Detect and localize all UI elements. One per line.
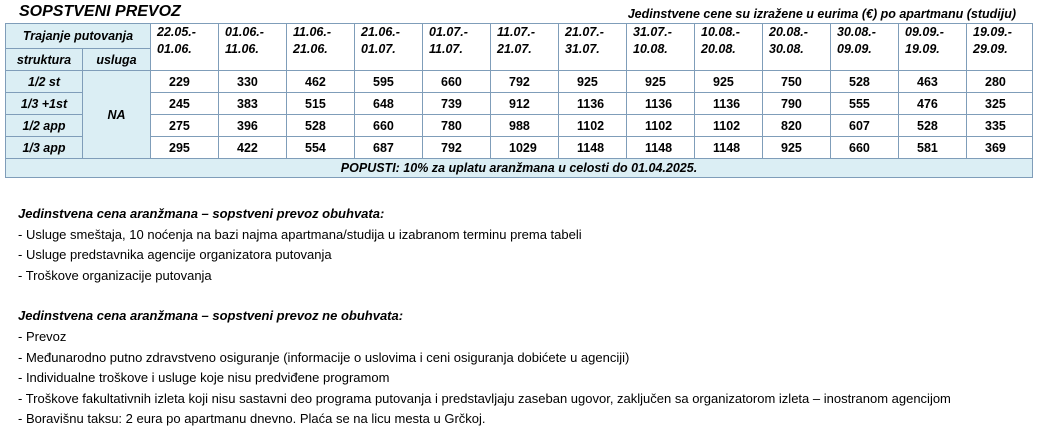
period-header: 22.05.- 01.06. [151,24,219,71]
row-label: 1/2 st [6,71,83,93]
price-cell: 280 [967,71,1033,93]
price-cell: 1029 [491,137,559,159]
price-cell: 330 [219,71,287,93]
price-cell: 462 [287,71,355,93]
price-cell: 1136 [695,93,763,115]
row-label: 1/2 app [6,115,83,137]
terms-section [18,204,951,430]
period-header: 21.06.- 01.07. [355,24,423,71]
price-cell: 335 [967,115,1033,137]
period-header: 01.06.- 11.06. [219,24,287,71]
structure-label: struktura [6,49,83,71]
period-header: 11.06.- 21.06. [287,24,355,71]
price-cell: 1148 [627,137,695,159]
includes-heading: Jedinstvena cena aranžmana – sopstveni prevoz obuhvata: [18,206,385,221]
price-cell: 792 [491,71,559,93]
price-cell: 925 [695,71,763,93]
page-title: SOPSTVENI PREVOZ [19,3,181,20]
price-cell: 295 [151,137,219,159]
period-header: 10.08.- 20.08. [695,24,763,71]
list-item: - Usluge predstavnika agencije organizatora putovanja [18,247,332,263]
list-item: - Boravišnu taksu: 2 eura po apartmanu dnevno. Plaća se na licu mesta u Grčkoj. [18,411,486,427]
price-cell: 687 [355,137,423,159]
period-header: 20.08.- 30.08. [763,24,831,71]
period-header: 09.09.- 19.09. [899,24,967,71]
price-cell: 1102 [627,115,695,137]
price-cell: 476 [899,93,967,115]
price-cell: 988 [491,115,559,137]
excludes-heading: Jedinstvena cena aranžmana – sopstveni prevoz ne obuhvata: [18,308,404,324]
price-cell: 660 [355,115,423,137]
price-cell: 528 [287,115,355,137]
price-cell: 1136 [627,93,695,115]
table-row [6,71,1033,93]
price-cell: 790 [763,93,831,115]
service-value: NA [83,71,151,159]
price-cell: 648 [355,93,423,115]
list-item: - Međunarodno putno zdravstveno osiguranje (informacije o uslovima i ceni osiguranja dobićete u agenciji) [18,349,630,365]
price-cell: 1148 [559,137,627,159]
spacer [18,286,951,306]
price-cell: 1102 [695,115,763,137]
price-cell: 555 [831,93,899,115]
period-header: 30.08.- 09.09. [831,24,899,71]
price-cell: 515 [287,93,355,115]
list-item: - Individualne troškove i usluge koje nisu predviđene programom [18,370,390,386]
period-header: 31.07.- 10.08. [627,24,695,71]
row-label: 1/3 +1st [6,93,83,115]
table-row [6,137,1033,159]
price-cell: 396 [219,115,287,137]
price-cell: 369 [967,137,1033,159]
price-cell: 912 [491,93,559,115]
price-cell: 528 [899,115,967,137]
price-cell: 595 [355,71,423,93]
period-header-row [6,24,1033,49]
price-cell: 383 [219,93,287,115]
price-cell: 581 [899,137,967,159]
price-cell: 660 [423,71,491,93]
price-cell: 820 [763,115,831,137]
price-cell: 780 [423,115,491,137]
price-cell: 925 [763,137,831,159]
price-note: Jedinstvene cene su izražene u eurima (€) po apartmanu (studiju) [627,7,1016,21]
price-cell: 275 [151,115,219,137]
list-item: - Troškove fakultativnih izleta koji nisu sastavni deo programa putovanja i predstavljaju zaseban ugovor, zaključen sa organizatorom izleta – inostranom agencijom [18,390,951,406]
price-cell: 739 [423,93,491,115]
period-header: 21.07.- 31.07. [559,24,627,71]
price-cell: 229 [151,71,219,93]
price-cell: 925 [627,71,695,93]
service-label: usluga [83,49,151,71]
price-cell: 1102 [559,115,627,137]
row-label: 1/3 app [6,137,83,159]
price-cell: 1136 [559,93,627,115]
price-cell: 750 [763,71,831,93]
period-header: 11.07.- 21.07. [491,24,559,71]
price-cell: 792 [423,137,491,159]
list-item: - Usluge smeštaja, 10 noćenja na bazi najma apartmana/studija u izabranom terminu prema tabeli [18,226,582,242]
list-item: - Prevoz [18,328,67,344]
price-cell: 660 [831,137,899,159]
period-header: 19.09.- 29.09. [967,24,1033,71]
table-row [6,115,1033,137]
price-cell: 528 [831,71,899,93]
list-item: - Troškove organizacije putovanja [18,267,212,283]
price-cell: 463 [899,71,967,93]
price-cell: 1148 [695,137,763,159]
discount-note: POPUSTI: 10% za uplatu aranžmana u celosti do 01.04.2025. [6,159,1033,178]
duration-label: Trajanje putovanja [6,24,151,49]
price-cell: 925 [559,71,627,93]
price-cell: 245 [151,93,219,115]
price-cell: 325 [967,93,1033,115]
table-row [6,93,1033,115]
price-cell: 422 [219,137,287,159]
period-header: 01.07.- 11.07. [423,24,491,71]
price-cell: 554 [287,137,355,159]
promo-row [6,159,1033,178]
price-cell: 607 [831,115,899,137]
price-table [5,23,1033,178]
